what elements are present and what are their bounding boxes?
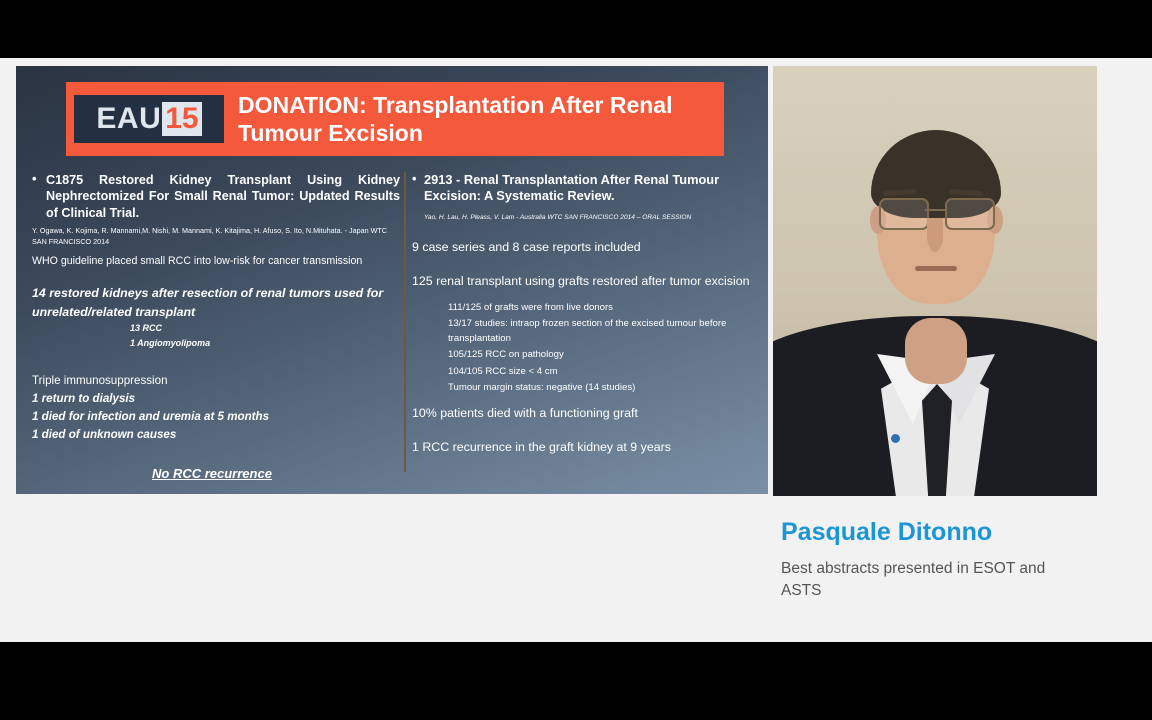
left-who-note: WHO guideline placed small RCC into low-risk for cancer transmission (32, 254, 363, 267)
left-italic-block: 14 restored kidneys after resection of renal tumors used for unrelated/related transplant (32, 286, 384, 319)
left-heading: • C1875 Restored Kidney Transplant Using Kidney Nephrectomized For Small Renal Tumor: Updated Results of Clinical Trial. (32, 172, 400, 221)
right-sub-item: Tumour margin status: negative (14 studies) (448, 381, 636, 393)
left-sub-item: 1 Angiomyolipoma (130, 337, 211, 348)
right-line-4: 1 RCC recurrence in the graft kidney at 9 years (412, 440, 671, 455)
right-line-3: 10% patients died with a functioning graft (412, 406, 638, 421)
slide-left-column (32, 172, 400, 481)
right-authors: Yao, H. Lau, H. Pleass, V. Lam - Australia WTC SAN FRANCISCO 2014 – ORAL SESSION (424, 213, 692, 221)
list-item: 1 died of unknown causes (32, 428, 177, 442)
left-conclusion: No RCC recurrence (152, 466, 272, 482)
list-item: Triple immunosuppression (32, 374, 168, 388)
column-divider (404, 172, 406, 472)
speaker-description: Best abstracts presented in ESOT and ASTS (781, 560, 1046, 599)
left-sub-item: 13 RCC (130, 323, 163, 334)
eau-logo-year: 15 (162, 102, 201, 136)
slide-header-bar (66, 82, 724, 156)
slide-right-column (412, 172, 760, 456)
right-line-2: 125 renal transplant using grafts restored after tumor excision (412, 273, 750, 288)
slide-title: DONATION: Transplantation After Renal Tumour Excision (238, 91, 673, 146)
right-sub-item: 105/125 RCC on pathology (448, 349, 564, 361)
list-item: 1 return to dialysis (32, 392, 136, 406)
eau-logo-text: EAU (96, 102, 162, 135)
speaker-photo (773, 66, 1097, 496)
list-item: 1 died for infection and uremia at 5 months (32, 410, 270, 424)
right-sub-item: 13/17 studies: intraop frozen section of the excised tumour before transplantation (448, 318, 727, 344)
slide-content-area (0, 58, 1152, 642)
presentation-slide (16, 66, 768, 494)
speaker-portrait-illustration (773, 66, 1097, 496)
eau-logo (74, 95, 224, 143)
slide-columns (16, 166, 768, 494)
right-sub-item: 111/125 of grafts were from live donors (448, 302, 613, 313)
right-sub-item: 104/105 RCC size < 4 cm (448, 365, 558, 377)
left-outcome-list (32, 372, 400, 444)
right-line-1: 9 case series and 8 case reports included (412, 239, 641, 254)
right-heading: • 2913 - Renal Transplantation After Renal Tumour Excision: A Systematic Review. (412, 172, 760, 205)
speaker-name: Pasquale Ditonno (781, 518, 993, 546)
left-authors: Y. Ogawa, K. Kojima, R. Mannami,M. Nishi, M. Mannami, K. Kitajima, H. Afuso, S. Ito, N.Mituhata. - Japan WTC SAN FRANCISCO 2014 (32, 226, 387, 246)
